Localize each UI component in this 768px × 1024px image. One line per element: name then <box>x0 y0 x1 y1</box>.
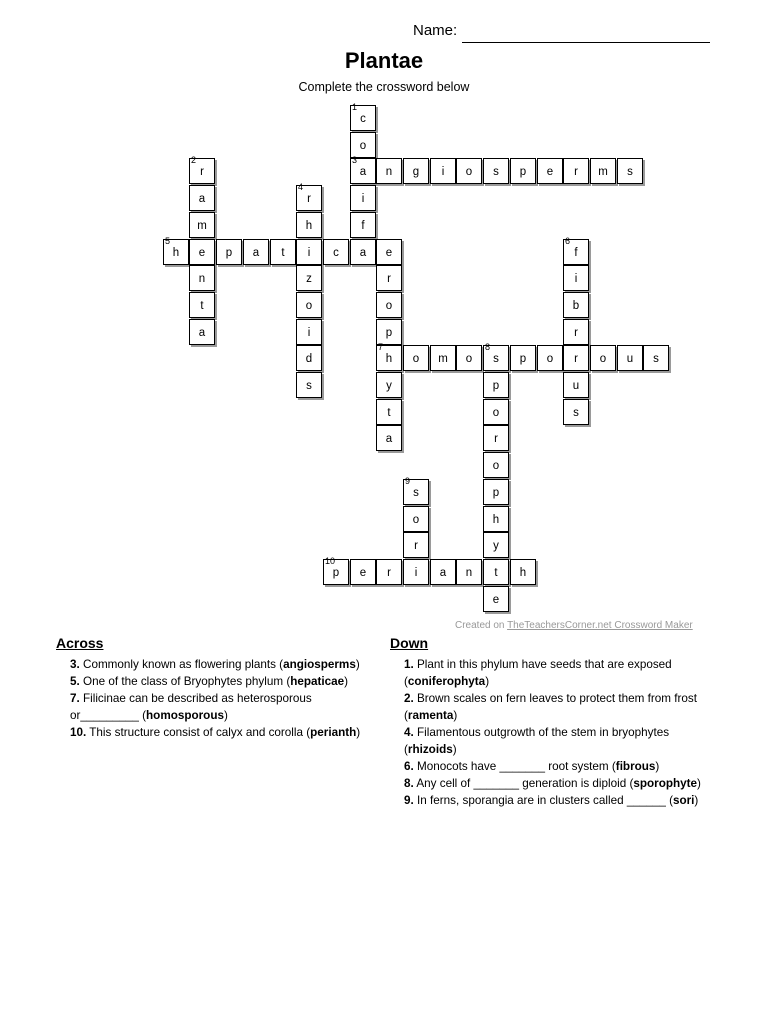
clue-text: Any cell of _______ generation is diploid ( <box>413 777 634 790</box>
cell-letter: p <box>385 327 393 339</box>
grid-cell[interactable] <box>563 158 589 184</box>
grid-cell[interactable] <box>376 372 402 398</box>
grid-cell[interactable] <box>537 158 563 184</box>
grid-cell[interactable] <box>430 345 456 371</box>
clue-answer: sporophyte <box>633 777 698 790</box>
grid-cell[interactable] <box>563 319 589 345</box>
grid-cell[interactable] <box>243 239 269 265</box>
cell-letter: o <box>359 140 367 152</box>
cell-letter: a <box>439 567 447 579</box>
grid-cell[interactable] <box>296 265 322 291</box>
clue-number: 4. <box>404 726 414 739</box>
cell-letter: h <box>492 514 500 526</box>
clue-item <box>404 656 710 690</box>
grid-cell[interactable] <box>163 236 189 265</box>
grid-cell[interactable] <box>189 319 215 345</box>
cell-letter: p <box>332 567 340 579</box>
cell-letter: u <box>626 353 634 365</box>
clue-number: 1 <box>352 102 358 112</box>
clue-answer: hepaticae <box>290 675 345 688</box>
grid-cell[interactable] <box>563 372 589 398</box>
cell-letter: c <box>360 113 366 125</box>
cell-letter: s <box>653 353 659 365</box>
clue-close: ) <box>655 760 660 773</box>
cell-letter: t <box>281 247 285 259</box>
grid-cell[interactable] <box>563 292 589 318</box>
grid-cell[interactable] <box>510 345 536 371</box>
cell-letter: o <box>305 300 313 312</box>
cell-letter: d <box>305 353 313 365</box>
down-clue-list <box>390 656 710 809</box>
clue-item <box>404 792 710 809</box>
clue-item <box>404 724 710 758</box>
cell-letter: h <box>519 567 527 579</box>
cell-letter: m <box>438 353 448 365</box>
cell-letter: r <box>307 193 311 205</box>
cell-letter: b <box>572 300 580 312</box>
clue-item <box>70 724 381 741</box>
grid-cell[interactable] <box>323 556 349 585</box>
clue-text: Commonly known as flowering plants ( <box>79 658 284 671</box>
grid-cell[interactable] <box>456 345 482 371</box>
clue-number: 6. <box>404 760 414 773</box>
cell-letter: y <box>386 380 392 392</box>
cell-letter: p <box>492 487 500 499</box>
clue-answer: coniferophyta <box>407 675 486 688</box>
grid-cell[interactable] <box>563 265 589 291</box>
cell-letter: s <box>493 166 499 178</box>
grid-cell[interactable] <box>189 265 215 291</box>
clue-number: 9 <box>405 476 411 486</box>
clue-close: ) <box>356 726 361 739</box>
grid-cell[interactable] <box>483 372 509 398</box>
cell-letter: t <box>387 407 391 419</box>
across-heading: Across <box>56 635 104 651</box>
clue-close: ) <box>355 658 360 671</box>
credit-line <box>455 620 693 631</box>
grid-cell[interactable] <box>590 158 616 184</box>
cell-letter: o <box>465 353 473 365</box>
cell-letter: u <box>572 380 580 392</box>
cell-letter: i <box>307 247 311 259</box>
cell-letter: r <box>200 166 204 178</box>
cell-letter: p <box>225 247 233 259</box>
grid-cell[interactable] <box>189 292 215 318</box>
grid-cell[interactable] <box>403 158 429 184</box>
cell-letter: e <box>385 247 393 259</box>
clue-number: 10 <box>325 556 336 566</box>
grid-cell[interactable] <box>189 155 215 184</box>
grid-cell[interactable] <box>617 345 643 371</box>
grid-cell[interactable] <box>403 345 429 371</box>
grid-cell[interactable] <box>376 342 402 371</box>
clue-text: One of the class of Bryophytes phylum ( <box>79 675 291 688</box>
grid-cell[interactable] <box>483 479 509 505</box>
grid-cell[interactable] <box>296 292 322 318</box>
grid-cell[interactable] <box>617 158 643 184</box>
cell-letter: y <box>493 540 499 552</box>
clue-text: Monocots have _______ root system ( <box>413 760 616 773</box>
grid-cell[interactable] <box>483 158 509 184</box>
cell-letter: z <box>306 273 312 285</box>
grid-cell[interactable] <box>483 399 509 425</box>
grid-cell[interactable] <box>296 239 322 265</box>
grid-cell[interactable] <box>296 345 322 371</box>
clue-close: ) <box>453 709 458 722</box>
clue-item <box>70 656 381 673</box>
cell-letter: i <box>361 193 365 205</box>
grid-cell[interactable] <box>189 239 215 265</box>
cell-letter: o <box>492 407 500 419</box>
cell-letter: r <box>414 540 418 552</box>
clue-text: In ferns, sporangia are in clusters called ______ ( <box>413 794 673 807</box>
grid-cell[interactable] <box>376 158 402 184</box>
clue-answer: rhizoids <box>407 743 453 756</box>
cell-letter: e <box>359 567 367 579</box>
cell-letter: e <box>546 166 554 178</box>
cell-letter: r <box>574 166 578 178</box>
clue-number: 6 <box>565 236 571 246</box>
grid-cell[interactable] <box>483 559 509 585</box>
clue-text: Plant in this phylum have seeds that are exposed ( <box>404 658 672 688</box>
clue-text: Filamentous outgrowth of the stem in bryophytes ( <box>404 726 670 756</box>
cell-letter: a <box>385 433 393 445</box>
grid-cell[interactable] <box>403 532 429 558</box>
grid-cell[interactable] <box>216 239 242 265</box>
down-heading: Down <box>390 635 429 651</box>
clue-number: 5 <box>165 236 171 246</box>
clue-number: 7. <box>70 692 80 705</box>
clue-item <box>404 758 710 775</box>
grid-cell[interactable] <box>483 506 509 532</box>
clue-close: ) <box>485 675 490 688</box>
cell-letter: a <box>252 247 260 259</box>
cell-letter: s <box>573 407 579 419</box>
grid-cell[interactable] <box>296 319 322 345</box>
page-title: Plantae <box>344 48 424 73</box>
clue-number: 7 <box>378 342 384 352</box>
cell-letter: i <box>574 273 578 285</box>
grid-cell[interactable] <box>403 476 429 505</box>
cell-letter: s <box>627 166 633 178</box>
clue-number: 8. <box>404 777 414 790</box>
cell-letter: a <box>359 166 367 178</box>
credit-prefix: Created on <box>455 620 508 631</box>
cell-letter: a <box>198 193 206 205</box>
cell-letter: o <box>385 300 393 312</box>
cell-letter: f <box>574 247 578 259</box>
grid-cell[interactable] <box>350 559 376 585</box>
clue-answer: sori <box>672 794 695 807</box>
cell-letter: a <box>198 327 206 339</box>
clue-close: ) <box>452 743 457 756</box>
across-clues <box>56 635 381 741</box>
name-label: Name: <box>413 22 458 39</box>
cell-letter: h <box>172 247 180 259</box>
grid-cell[interactable] <box>350 239 376 265</box>
cell-letter: i <box>307 327 311 339</box>
cell-letter: t <box>200 300 204 312</box>
clue-number: 8 <box>485 342 491 352</box>
grid-cell[interactable] <box>403 506 429 532</box>
grid-cell[interactable] <box>376 399 402 425</box>
grid-cell[interactable] <box>296 372 322 398</box>
cell-letter: h <box>385 353 393 365</box>
grid-cell[interactable] <box>296 182 322 211</box>
clue-close: ) <box>697 777 701 790</box>
cell-letter: r <box>387 273 391 285</box>
clue-close: ) <box>694 794 699 807</box>
grid-cell[interactable] <box>483 425 509 451</box>
clue-number: 4 <box>298 182 304 192</box>
clue-item <box>404 690 710 724</box>
cell-letter: r <box>574 327 578 339</box>
grid-cell[interactable] <box>376 292 402 318</box>
clue-answer: perianth <box>310 726 357 739</box>
clue-number: 3. <box>70 658 80 671</box>
clue-item <box>404 775 710 792</box>
grid-cell[interactable] <box>296 212 322 238</box>
cell-letter: r <box>494 433 498 445</box>
cell-letter: f <box>361 220 365 232</box>
grid-cell[interactable] <box>563 236 589 265</box>
clue-text: This structure consist of calyx and corolla ( <box>86 726 311 739</box>
clue-number: 2 <box>191 155 197 165</box>
cell-letter: i <box>414 567 418 579</box>
clue-close: ) <box>344 675 349 688</box>
cell-letter: o <box>412 514 420 526</box>
grid-cell[interactable] <box>537 345 563 371</box>
cell-letter: o <box>412 353 420 365</box>
clue-number: 3 <box>352 155 358 165</box>
cell-letter: e <box>198 247 206 259</box>
grid-cell[interactable] <box>590 345 616 371</box>
cell-letter: o <box>492 460 500 472</box>
grid-cell[interactable] <box>430 158 456 184</box>
grid-cell[interactable] <box>483 342 509 371</box>
cell-letter: e <box>492 594 500 606</box>
clue-answer: angiosperms <box>283 658 356 671</box>
clue-number: 10. <box>70 726 87 739</box>
cell-letter: o <box>546 353 554 365</box>
clue-number: 9. <box>404 794 414 807</box>
cell-letter: n <box>465 567 473 579</box>
clue-number: 2. <box>404 692 414 705</box>
cell-letter: h <box>305 220 313 232</box>
grid-cell[interactable] <box>376 559 402 585</box>
page-subtitle: Complete the crossword below <box>298 80 470 94</box>
cell-letter: g <box>412 166 420 178</box>
clue-answer: ramenta <box>407 709 454 722</box>
grid-cell[interactable] <box>350 185 376 211</box>
grid-cell[interactable] <box>483 452 509 478</box>
cell-letter: t <box>494 567 498 579</box>
clue-answer: homosporous <box>146 709 224 722</box>
cell-letter: n <box>198 273 206 285</box>
down-clues <box>390 635 710 809</box>
cell-letter: p <box>519 166 527 178</box>
grid-cell[interactable] <box>376 239 402 265</box>
grid-cell[interactable] <box>189 212 215 238</box>
grid-cell[interactable] <box>430 559 456 585</box>
grid-cell[interactable] <box>563 399 589 425</box>
cell-letter: m <box>197 220 207 232</box>
clue-close: ) <box>223 709 228 722</box>
clue-answer: fibrous <box>615 760 656 773</box>
grid-cell[interactable] <box>323 239 349 265</box>
grid-cell[interactable] <box>270 239 296 265</box>
cell-letter: a <box>359 247 367 259</box>
cell-letter: m <box>598 166 608 178</box>
grid-cell[interactable] <box>350 102 376 131</box>
grid-cell[interactable] <box>189 185 215 211</box>
cell-letter: c <box>333 247 339 259</box>
cell-letter: p <box>519 353 527 365</box>
clue-text: Brown scales on fern leaves to protect them from frost ( <box>404 692 697 722</box>
across-clue-list <box>56 656 381 741</box>
grid-cell[interactable] <box>350 155 376 184</box>
grid-cell[interactable] <box>350 212 376 238</box>
cell-letter: s <box>493 353 499 365</box>
cell-letter: i <box>441 166 445 178</box>
grid-cell[interactable] <box>483 532 509 558</box>
clue-item <box>70 673 381 690</box>
cell-letter: o <box>465 166 473 178</box>
grid-cell[interactable] <box>403 559 429 585</box>
cell-letter: s <box>413 487 419 499</box>
grid-cell[interactable] <box>510 559 536 585</box>
cell-letter: s <box>306 380 312 392</box>
cell-letter: o <box>599 353 607 365</box>
cell-letter: p <box>492 380 500 392</box>
grid-cell[interactable] <box>643 345 669 371</box>
clue-text: Filicinae can be described as heterosporous or_________ ( <box>70 692 312 722</box>
grid-cell[interactable] <box>456 559 482 585</box>
grid-cell[interactable] <box>376 425 402 451</box>
grid-cell[interactable] <box>483 586 509 612</box>
credit-link[interactable]: TheTeachersCorner.net Crossword Maker <box>507 620 693 631</box>
grid-cell[interactable] <box>510 158 536 184</box>
cell-letter: n <box>385 166 393 178</box>
cell-letter: r <box>387 567 391 579</box>
clue-number: 1. <box>404 658 414 671</box>
clue-number: 5. <box>70 675 80 688</box>
clue-item <box>70 690 381 724</box>
grid-cell[interactable] <box>456 158 482 184</box>
grid-cell[interactable] <box>376 265 402 291</box>
cell-letter: r <box>574 353 578 365</box>
grid-cell[interactable] <box>563 345 589 371</box>
